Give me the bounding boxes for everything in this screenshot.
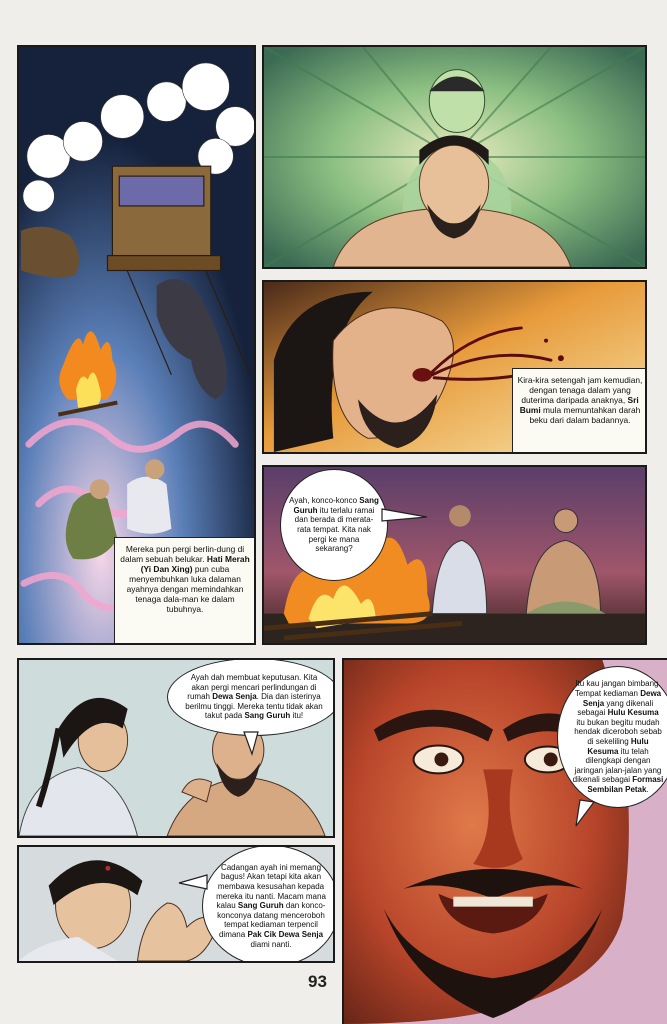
panel-forest-healing bbox=[17, 45, 256, 645]
spirit-aura-illustration bbox=[264, 47, 645, 267]
bubble-tail bbox=[382, 507, 432, 527]
speech-bubble: Itu kau jangan bimbang. Tempat kediaman Dewa Senja yang dikenali sebagai Hulu Kesuma itu bukan begitu mudah hendak diceroboh sebab di sekeliling Hulu Kesuma itu telah dilengkapi dengan jaringan jalan-jalan yang dikenali sebagai Formasi Sembilan Petak. bbox=[557, 666, 667, 808]
bubble-tail bbox=[576, 800, 606, 830]
panel-campfire-dusk bbox=[262, 465, 647, 645]
panel-conversation bbox=[17, 658, 335, 838]
speech-bubble: Ayah, konco-konco Sang Guruh itu terlalu ramai dan berada di merata-rata tempat. Kita nak pergi ke mana sekarang? bbox=[280, 469, 388, 581]
page-number: 93 bbox=[308, 972, 327, 991]
speech-bubble: Cadangan ayah ini memang bagus! Akan tetapi kita akan membawa kesusahan kepada mereka itu nanti. Macam mana kalau Sang Guruh dan konco-konconya datang menceroboh tempat kediaman terpencil dimana Pak Cik Dewa Senja diami nanti. bbox=[202, 845, 335, 963]
bubble-tail bbox=[244, 732, 264, 762]
caption-box: Kira-kira setengah jam kemudian, dengan tenaga dalam yang duterima daripada anaknya, Sri Bumi mula memuntahkan darah beku dari dalam badannya. bbox=[512, 368, 647, 454]
panel-closeup-face bbox=[342, 658, 667, 1024]
panel-spirit-aura bbox=[262, 45, 647, 269]
panel-vomit-blood bbox=[262, 280, 647, 454]
bubble-tail bbox=[179, 875, 209, 895]
speech-bubble: Ayah dah membuat keputusan. Kita akan pergi mencari perlindungan di rumah Dewa Senja. Dia dan isterinya berilmu tinggi. Mereka tentu tidak akan takut pada Sang Guruh itu! bbox=[167, 658, 335, 736]
panel-reply bbox=[17, 845, 335, 963]
caption-box: Mereka pun pergi berlin-dung di dalam sebuah belukar. Hati Merah (Yi Dan Xing) pun cuba menyembuhkan luka dalaman ayahnya dengan memindahkan tenaga dala-man ke dalam tubuhnya. bbox=[114, 537, 256, 645]
